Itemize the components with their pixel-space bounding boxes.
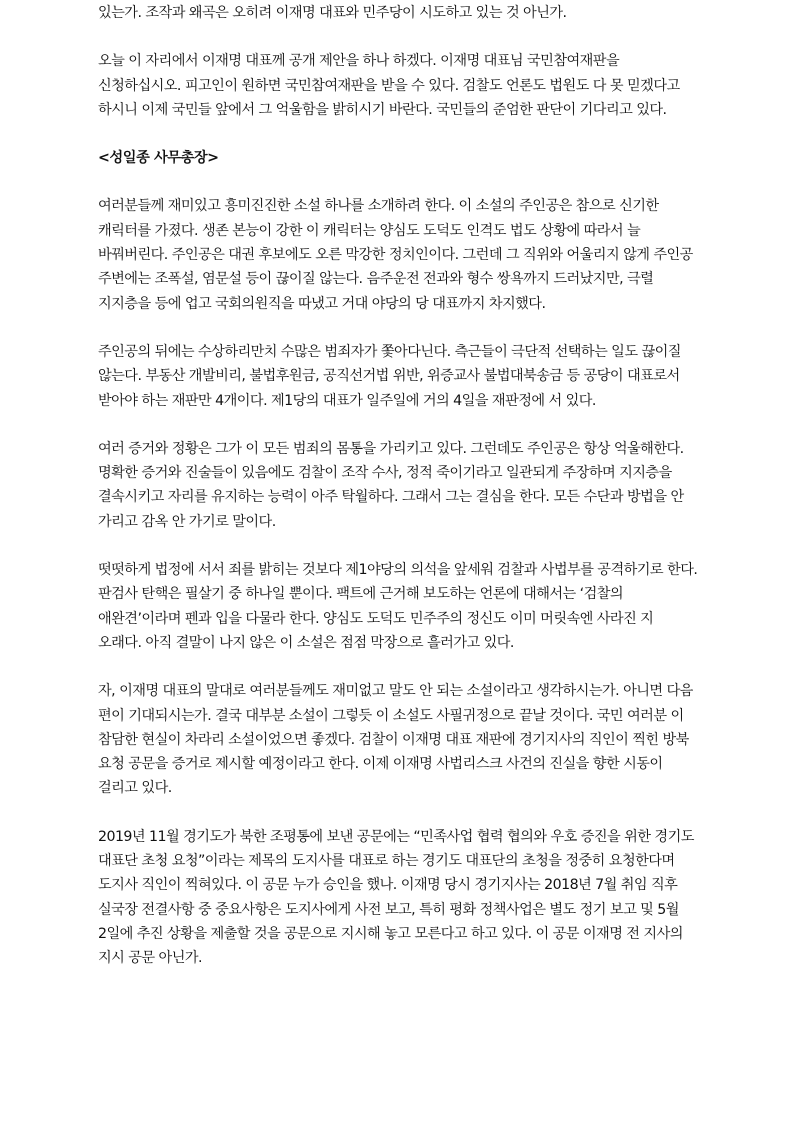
paragraph-0: 있는가. 조작과 왜곡은 오히려 이재명 대표와 민주당이 시도하고 있는 것 아닌가. bbox=[98, 5, 567, 21]
paragraph-3: 주인공의 뒤에는 수상하리만치 수많은 범죄자가 쫓아다닌다. 측근들이 극단적 선택하는 일도 끊이질 않는다. 부동산 개발비리, 불법후원금, 공직선거법 위반, 위증교사 불법대북송금 등 공당이 대표로서 받아야 하는 재판만 4개이다. 제1당의 대표가 일주일에 거의 4일을 재판정에 서 있다. bbox=[98, 343, 681, 409]
paragraph-4: 여러 증거와 정황은 그가 이 모든 범죄의 몸통을 가리키고 있다. 그런데도 주인공은 항상 억울해한다. 명확한 증거와 진술들이 있음에도 검찰이 조작 수사, 정적 죽이기라고 일관되게 주장하며 지지층을 결속시키고 자리를 유지하는 능력이 아주 탁월하다. 그래서 그는 결심을 한다. 모든 수단과 방법을 안 가리고 감옥 안 가기로 말이다. bbox=[98, 440, 684, 530]
paragraph-gap bbox=[98, 170, 698, 194]
paragraph-gap bbox=[98, 25, 698, 49]
paragraph-2: 여러분들께 재미있고 흥미진진한 소설 하나를 소개하려 한다. 이 소설의 주인공은 참으로 신기한 캐릭터를 가졌다. 생존 본능이 강한 이 캐릭터는 양심도 도덕도 인격도 법도 상황에 따라서 늘 바꿔버린다. 주인공은 대권 후보에도 오른 막강한 정치인이다. 그런데 그 직위와 어울리지 않게 주인공 주변에는 조폭설, 염문설 등이 끊이질 않는다. 음주운전 전과와 형수 쌍욕까지 드러났지만, 극렬 지지층을 등에 업고 국회의원직을 따냈고 거대 야당의 당 대표까지 차지했다. bbox=[98, 198, 693, 312]
paragraph-gap bbox=[98, 316, 698, 340]
paragraph-5: 떳떳하게 법정에 서서 죄를 밝히는 것보다 제1야당의 의석을 앞세워 검찰과 사법부를 공격하기로 한다. 판검사 탄핵은 필살기 중 하나일 뿐이다. 팩트에 근거해 보도하는 언론에 대해서는 ‘검찰의 애완견’이라며 펜과 입을 다물라 한다. 양심도 도덕도 민주주의 정신도 이미 머릿속엔 사라진 지 오래다. 아직 결말이 나지 않은 이 소설은 점점 막장으로 흘러가고 있다. bbox=[98, 562, 698, 651]
paragraph-gap bbox=[98, 534, 698, 558]
paragraph-7: 2019년 11월 경기도가 북한 조평통에 보낸 공문에는 “민족사업 협력 협의와 우호 증진을 위한 경기도 대표단 초청 요청”이라는 제목의 도지사를 대표로 하는 경기도 대표단의 초청을 정중히 요청한다며 도지사 직인이 찍혀있다. 이 공문 누가 승인을 했나. 이재명 당시 경기지사는 2018년 7월 취임 직후 실국장 전결사항 중 중요사항은 도지사에게 사전 보고, 특히 평화 정책사업은 별도 정기 보고 및 5월 2일에 추진 상황을 제출할 것을 공문으로 지시해 놓고 모른다고 하고 있다. 이 공문 이재명 전 지사의 지시 공문 아닌가. bbox=[98, 828, 694, 967]
section-heading: <성일종 사무총장> bbox=[98, 150, 219, 167]
paragraph-6: 자, 이재명 대표의 말대로 여러분들께도 재미없고 말도 안 되는 소설이라고 생각하시는가. 아니면 다음 편이 기대되시는가. 결국 대부분 소설이 그렇듯 이 소설도 사필귀정으로 끝날 것이다. 국민 여러분 이 참담한 현실이 차라리 소설이었으면 좋겠다. 검찰이 이재명 대표 재판에 경기지사의 직인이 찍힌 방북 요청 공문을 증거로 제시할 예정이라고 한다. 이제 이재명 사법리스크 사건의 진실을 향한 시동이 걸리고 있다. bbox=[98, 683, 693, 797]
document-body bbox=[98, 0, 698, 971]
paragraph-gap bbox=[98, 413, 698, 437]
paragraph-gap bbox=[98, 801, 698, 825]
paragraph-gap bbox=[98, 655, 698, 679]
paragraph-gap bbox=[98, 122, 698, 146]
paragraph-1: 오늘 이 자리에서 이재명 대표께 공개 제안을 하나 하겠다. 이재명 대표님 국민참여재판을 신청하십시오. 피고인이 원하면 국민참여재판을 받을 수 있다. 검찰도 언론도 법원도 다 못 믿겠다고 하시니 이제 국민들 앞에서 그 억울함을 밝히시기 바란다. 국민들의 준엄한 판단이 기다리고 있다. bbox=[98, 53, 680, 118]
